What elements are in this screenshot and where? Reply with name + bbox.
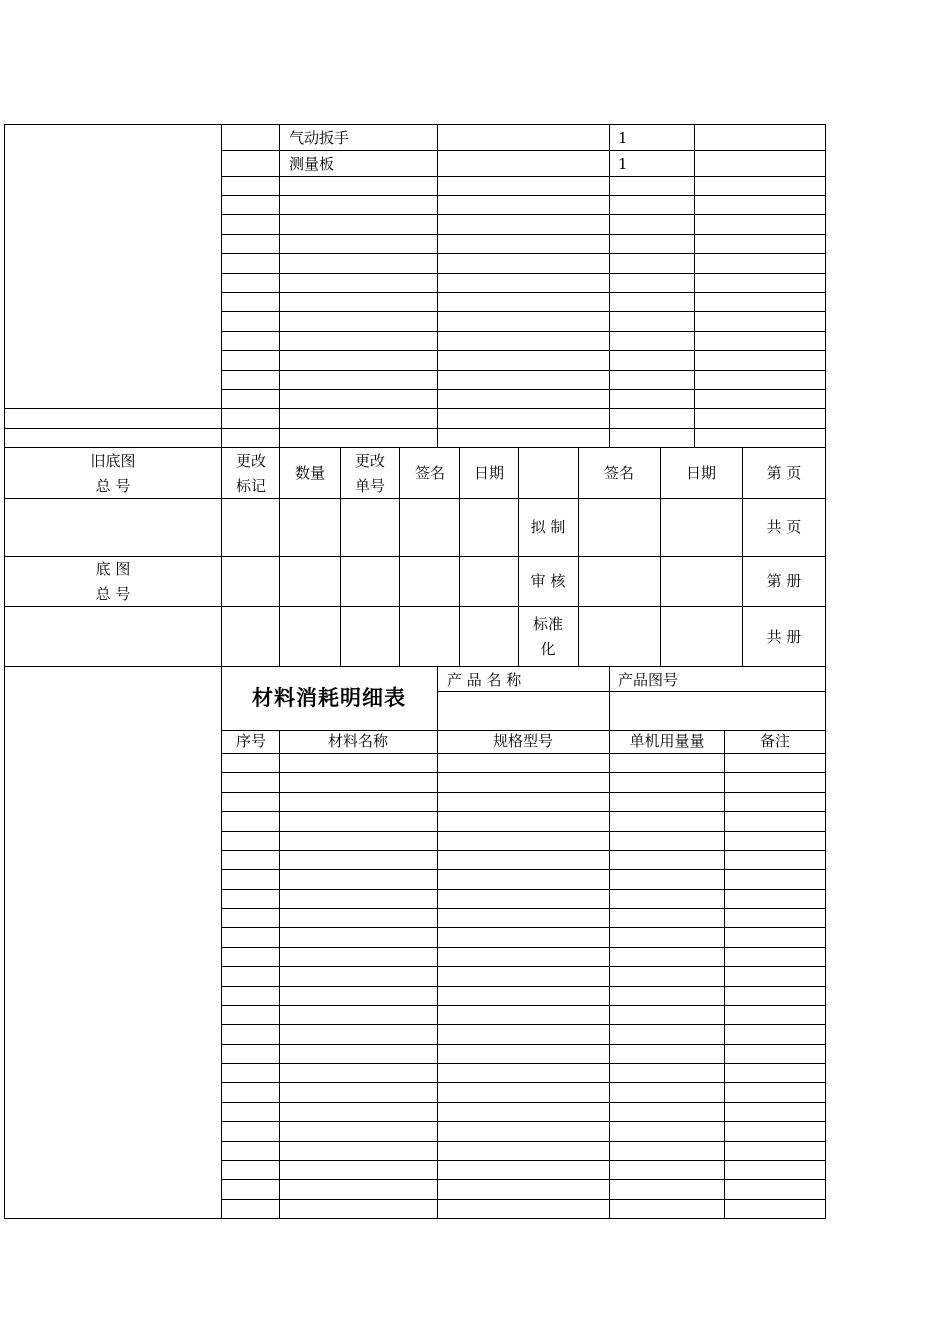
date-label: 日期	[473, 464, 505, 482]
grid-line-h	[221, 753, 826, 754]
grid-line-v	[340, 447, 341, 667]
grid-line-h	[221, 1044, 826, 1045]
volume-no-label: 第 册	[766, 572, 802, 590]
grid-line-h	[221, 889, 826, 890]
grid-line-h	[221, 234, 826, 235]
grid-line-h	[437, 691, 826, 692]
material-table-title: 材料消耗明细表	[252, 685, 406, 710]
change-mark-label-1: 更改	[235, 452, 267, 470]
grid-line-h	[221, 389, 826, 390]
grid-line-h	[221, 195, 826, 196]
grid-line-h	[221, 1160, 826, 1161]
grid-line-h	[221, 253, 826, 254]
quantity-label: 数量	[294, 464, 326, 482]
grid-line-h	[221, 850, 826, 851]
grid-line-h	[4, 408, 826, 409]
grid-line-h	[221, 1121, 826, 1122]
standardize-label-1: 标准	[532, 615, 564, 633]
grid-line-h	[221, 350, 826, 351]
grid-line-v	[609, 730, 610, 1219]
tool-qty-2: 1	[618, 155, 628, 173]
grid-line-v	[742, 447, 743, 667]
tool-name-1: 气动扳手	[289, 129, 350, 147]
standardize-label-2: 化	[540, 640, 556, 658]
grid-line-v	[279, 124, 280, 448]
prepared-label: 拟 制	[530, 518, 566, 536]
grid-line-h	[221, 311, 826, 312]
grid-line-h	[221, 1102, 826, 1103]
sign2-label: 签名	[603, 464, 635, 482]
grid-line-h	[221, 273, 826, 274]
grid-line-h	[221, 986, 826, 987]
grid-line-h	[221, 947, 826, 948]
grid-line-v	[221, 447, 222, 667]
grid-line-h	[4, 1218, 826, 1219]
grid-line-h	[221, 1024, 826, 1025]
grid-line-v	[609, 666, 610, 731]
grid-line-h	[4, 124, 826, 125]
drawing-label-2: 总 号	[95, 585, 131, 603]
grid-line-v	[221, 666, 222, 1219]
col-header-usage: 单机用量量	[629, 732, 705, 750]
grid-line-v	[437, 124, 438, 448]
grid-line-h	[4, 666, 826, 667]
grid-line-h	[221, 1063, 826, 1064]
old-drawing-label-1: 旧底图	[90, 452, 136, 470]
total-pages-label: 共 页	[766, 518, 802, 536]
grid-line-h	[221, 292, 826, 293]
grid-line-v	[724, 730, 725, 1219]
grid-line-h	[221, 730, 826, 731]
grid-line-v	[459, 447, 460, 667]
grid-line-h	[221, 1199, 826, 1200]
grid-line-h	[221, 1005, 826, 1006]
date2-label: 日期	[685, 464, 717, 482]
change-no-label-1: 更改	[354, 452, 386, 470]
col-header-material: 材料名称	[327, 732, 389, 750]
grid-line-v	[279, 447, 280, 667]
col-header-remark: 备注	[759, 732, 791, 750]
old-drawing-label-2: 总 号	[95, 477, 131, 495]
grid-line-h	[221, 150, 826, 151]
tool-qty-1: 1	[618, 129, 628, 147]
grid-line-h	[221, 370, 826, 371]
grid-line-h	[221, 331, 826, 332]
grid-line-h	[221, 792, 826, 793]
grid-line-h	[4, 606, 826, 607]
grid-line-v	[825, 124, 826, 1219]
grid-line-v	[279, 730, 280, 1219]
col-header-spec: 规格型号	[492, 732, 554, 750]
col-header-seq: 序号	[235, 732, 267, 750]
grid-line-v	[399, 447, 400, 667]
grid-line-v	[578, 447, 579, 667]
grid-line-h	[221, 1179, 826, 1180]
drawing-label-1: 底 图	[95, 560, 131, 578]
product-drawing-no-label: 产品图号	[618, 671, 679, 689]
grid-line-h	[4, 428, 826, 429]
grid-line-h	[221, 772, 826, 773]
total-volumes-label: 共 册	[766, 628, 802, 646]
grid-line-h	[221, 908, 826, 909]
grid-line-v	[694, 124, 695, 448]
grid-line-h	[4, 498, 826, 499]
product-name-label: 产 品 名 称	[447, 671, 522, 689]
grid-line-v	[437, 730, 438, 1219]
change-no-label-2: 单号	[354, 477, 386, 495]
grid-line-h	[221, 176, 826, 177]
grid-line-v	[518, 447, 519, 667]
tool-name-2: 测量板	[289, 155, 335, 173]
review-label: 审 核	[530, 572, 566, 590]
grid-line-h	[4, 447, 826, 448]
grid-line-v	[221, 124, 222, 448]
sign-label: 签名	[414, 464, 446, 482]
grid-line-v	[609, 124, 610, 448]
change-mark-label-2: 标记	[235, 477, 267, 495]
grid-line-h	[221, 966, 826, 967]
grid-line-v	[4, 124, 5, 1219]
grid-line-h	[221, 831, 826, 832]
grid-line-h	[4, 556, 826, 557]
grid-line-h	[221, 811, 826, 812]
grid-line-h	[221, 1141, 826, 1142]
page-no-label: 第 页	[766, 464, 802, 482]
grid-line-v	[437, 666, 438, 731]
grid-line-h	[221, 869, 826, 870]
grid-line-v	[660, 447, 661, 667]
grid-line-h	[221, 1082, 826, 1083]
grid-line-h	[221, 927, 826, 928]
grid-line-h	[221, 214, 826, 215]
